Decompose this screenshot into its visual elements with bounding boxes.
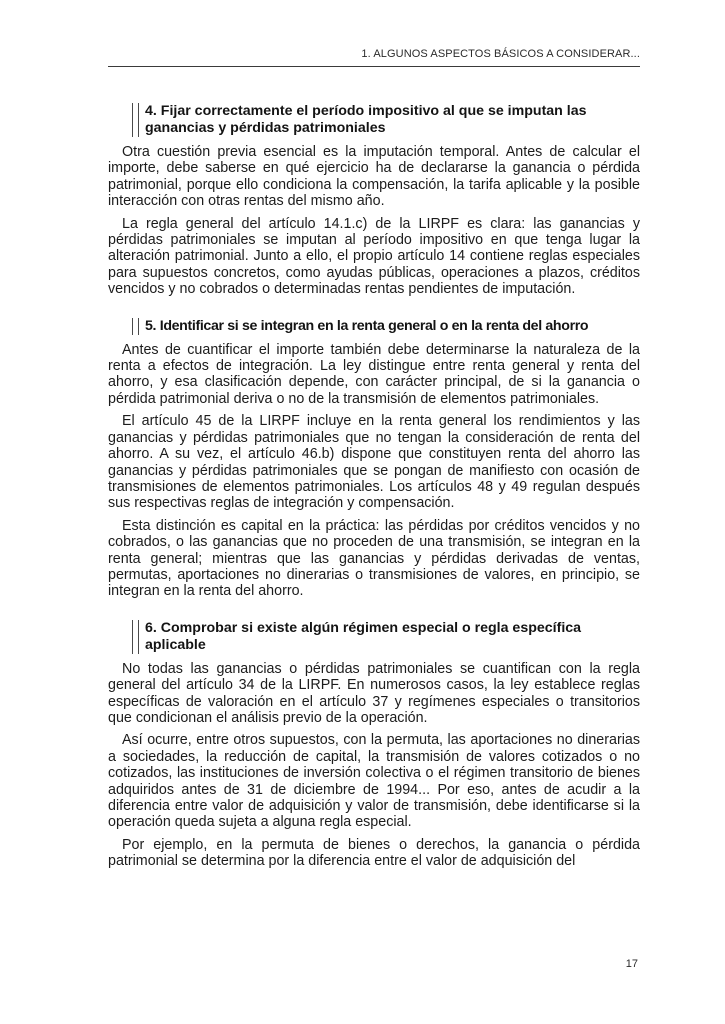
section-heading [108,318,640,335]
running-header: 1. ALGUNOS ASPECTOS BÁSICOS A CONSIDERAR... [361,48,640,60]
section-4 [108,103,640,298]
double-bar-icon [132,318,139,335]
section-heading-text: 4. Fijar correctamente el período impositivo al que se imputan las ganancias y pérdidas patrimoniales [145,103,587,136]
paragraph: No todas las ganancias o pérdidas patrimoniales se cuantifican con la regla general del artículo 34 de la LIRPF. En numerosos casos, la ley establece reglas específicas de valoración en el artículo 37 y regímenes especiales o transitorios que condicionan el análisis previo de la operación. [108,660,640,726]
paragraph: Antes de cuantificar el importe también debe determinarse la naturaleza de la renta a efectos de integración. La ley distingue entre renta general y renta del ahorro, y esa clasificación depende, con carácter principal, de si la ganancia o pérdida patrimonial deriva o no de la transmisión de elementos patrimoniales. [108,341,640,407]
paragraph: Esta distinción es capital en la práctica: las pérdidas por créditos vencidos y no cobrados, o las ganancias que no proceden de una transmisión, se integran en la renta general; mientras que las ganancias y pérdidas derivadas de ventas, permutas, aportaciones no dinerarias o transmisiones de valores, en principio, se integran en la renta del ahorro. [108,517,640,600]
paragraph: El artículo 45 de la LIRPF incluye en la renta general los rendimientos y las ganancias y pérdidas patrimoniales que no tengan la consideración de renta del ahorro. A su vez, el artículo 46.b) dispone que constituyen renta del ahorro las ganancias y pérdidas patrimoniales que se pongan de manifiesto con ocasión de transmisiones de elementos patrimoniales. Los artículos 48 y 49 regulan después sus respectivas reglas de integración y compensación. [108,413,640,512]
section-5 [108,318,640,600]
paragraph: Por ejemplo, en la permuta de bienes o derechos, la ganancia o pérdida patrimonial se determina por la diferencia entre el valor de adquisición del [108,836,640,870]
section-heading [108,103,640,137]
page-body [108,103,640,876]
section-heading-text: 6. Comprobar si existe algún régimen especial o regla específica aplicable [145,619,582,653]
double-bar-icon [132,620,139,654]
page-number: 17 [625,958,638,970]
header-rule [108,66,640,67]
section-heading-text: 5. Identificar si se integran en la renta general o en la renta del ahorro [145,317,589,334]
section-heading [108,620,640,654]
paragraph: Otra cuestión previa esencial es la imputación temporal. Antes de calcular el importe, debe saberse en qué ejercicio ha de declararse la ganancia o pérdida patrimonial, porque ello condiciona la compensación, la tarifa aplicable y la posible interacción con otras rentas del mismo año. [108,144,640,210]
double-bar-icon [132,103,139,137]
paragraph: Así ocurre, entre otros supuestos, con la permuta, las aportaciones no dinerarias a sociedades, la reducción de capital, la transmisión de valores cotizados o no cotizados, las instituciones de inversión colectiva o el régimen transitorio de bienes adquiridos antes de 31 de diciembre de 1994... Por eso, antes de acudir a la diferencia entre valor de adquisición y valor de transmisión, debe identificarse si la operación queda sujeta a alguna regla especial. [108,732,640,831]
section-6 [108,620,640,870]
paragraph: La regla general del artículo 14.1.c) de la LIRPF es clara: las ganancias y pérdidas patrimoniales se imputan al período impositivo en que tenga lugar la alteración patrimonial. Junto a ello, el propio artículo 14 contiene reglas especiales para supuestos concretos, como ayudas públicas, operaciones a plazos, créditos vencidos y no cobrados o determinadas rentas pendientes de imputación. [108,215,640,298]
